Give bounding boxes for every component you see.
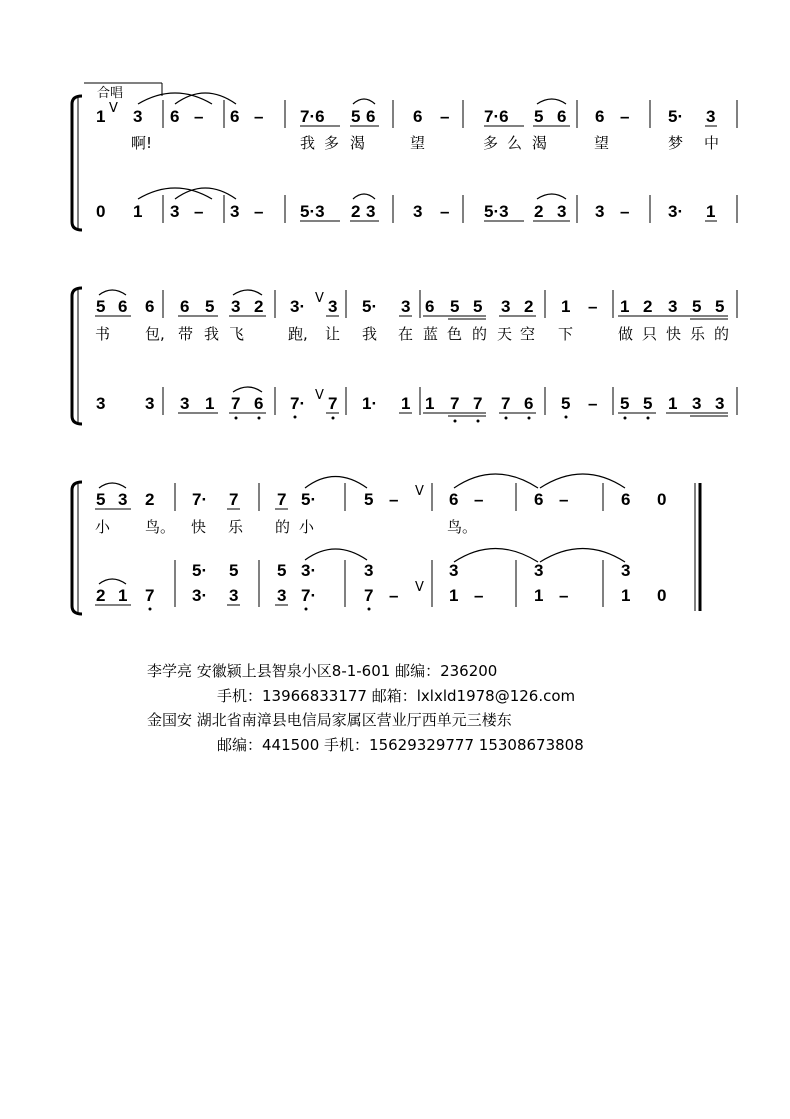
- note: 1: [96, 107, 106, 126]
- lyric: 包,: [145, 325, 165, 343]
- note: 6: [534, 490, 544, 509]
- lyric: 鸟。: [447, 518, 478, 536]
- note: 7: [473, 394, 483, 413]
- note: 3: [230, 202, 240, 221]
- dash: –: [254, 202, 264, 221]
- note: 6: [449, 490, 459, 509]
- note: 3: [277, 586, 287, 605]
- note: 5: [205, 297, 215, 316]
- note: 3·: [192, 586, 208, 605]
- tie: [138, 93, 212, 104]
- tie: [175, 93, 236, 104]
- note: 5: [534, 107, 544, 126]
- lyric: 书: [95, 325, 111, 343]
- breath-mark: V: [415, 580, 424, 595]
- slur: [353, 194, 375, 199]
- note: 6: [254, 394, 264, 413]
- lyric: 我: [300, 134, 316, 152]
- slur: [353, 99, 375, 104]
- note: 6: [621, 490, 631, 509]
- slur: [99, 483, 126, 488]
- lyric: 的: [714, 325, 730, 343]
- note: 5: [620, 394, 630, 413]
- rest: 0: [657, 490, 667, 509]
- slur: [99, 290, 126, 295]
- note: 7·: [192, 490, 208, 509]
- note: 7: [328, 394, 338, 413]
- note: 1: [621, 586, 631, 605]
- lyric: 我: [204, 325, 220, 343]
- lyric: 中: [704, 134, 720, 152]
- note: 7: [364, 586, 374, 605]
- note: 5·3: [300, 202, 325, 221]
- lyric: 渴: [532, 134, 548, 152]
- slur: [233, 290, 262, 295]
- system-bracket: [72, 288, 82, 424]
- lyric: 快: [191, 518, 207, 536]
- note: 3: [692, 394, 702, 413]
- note: 2: [643, 297, 653, 316]
- lyric: 下: [558, 325, 574, 343]
- note: 1: [401, 394, 411, 413]
- note: 3: [706, 107, 716, 126]
- lyric: 飞: [229, 325, 245, 343]
- slur: [537, 99, 566, 104]
- note: 3: [668, 297, 678, 316]
- dash: –: [588, 297, 598, 316]
- note: 6: [180, 297, 190, 316]
- note: 6: [145, 297, 155, 316]
- dash: –: [620, 107, 630, 126]
- note: 5: [229, 561, 239, 580]
- contact-line-1: 李学亮 安徽颍上县智泉小区8-1-601 邮编：236200: [147, 662, 498, 680]
- note: 1: [133, 202, 143, 221]
- note: 7·6: [300, 107, 325, 126]
- tie: [454, 549, 538, 563]
- dash: –: [194, 107, 204, 126]
- system-bracket: [72, 482, 82, 614]
- note: 3: [401, 297, 411, 316]
- lyric: 望: [410, 134, 426, 152]
- tie: [175, 188, 236, 199]
- note: 3: [118, 490, 128, 509]
- lyric: 我: [362, 325, 378, 343]
- slur: [233, 387, 262, 392]
- lyric: 只: [642, 325, 658, 343]
- dash: –: [254, 107, 264, 126]
- lyric: 么: [507, 134, 523, 152]
- note: 3: [180, 394, 190, 413]
- note: 7·6: [484, 107, 509, 126]
- system-1: [72, 83, 737, 230]
- lyric: 快: [666, 325, 682, 343]
- lyric: 梦: [668, 134, 684, 152]
- note: 5: [351, 107, 361, 126]
- note: 6: [557, 107, 567, 126]
- note: 3: [145, 394, 155, 413]
- note: 5: [277, 561, 287, 580]
- note: 1: [668, 394, 678, 413]
- note: 7: [450, 394, 460, 413]
- note: 3: [328, 297, 338, 316]
- note: 7: [501, 394, 511, 413]
- tie: [540, 549, 625, 563]
- dash: –: [559, 586, 569, 605]
- note: 3: [366, 202, 376, 221]
- note: 5·3: [484, 202, 509, 221]
- lyric: 多: [483, 134, 499, 152]
- tie: [305, 549, 367, 560]
- lyric: 小: [95, 518, 111, 536]
- note: 6: [595, 107, 605, 126]
- lyric: 空: [520, 325, 536, 343]
- note: 3: [534, 561, 544, 580]
- note: 6: [366, 107, 376, 126]
- note: 5: [364, 490, 374, 509]
- note: 3: [231, 297, 241, 316]
- breath-mark: V: [315, 388, 324, 403]
- slur: [99, 579, 126, 584]
- note: 3: [595, 202, 605, 221]
- tie: [138, 188, 212, 199]
- note: 7: [145, 586, 155, 605]
- note: 3·: [290, 297, 306, 316]
- note: 6: [524, 394, 534, 413]
- note: 6: [413, 107, 423, 126]
- note: 7: [229, 490, 239, 509]
- note: 3: [715, 394, 725, 413]
- dash: –: [474, 586, 484, 605]
- lyric: 鸟。: [145, 518, 176, 536]
- note: 5: [715, 297, 725, 316]
- lyric: 小: [299, 518, 315, 536]
- note: 5: [96, 490, 106, 509]
- note: 2: [145, 490, 155, 509]
- note: 5·: [668, 107, 684, 126]
- note: 1: [449, 586, 459, 605]
- note: 2: [524, 297, 534, 316]
- contact-line-2: 手机：13966833177 邮箱：lxlxld1978@126.com: [217, 687, 576, 705]
- dash: –: [440, 107, 450, 126]
- contact-line-4: 邮编：441500 手机：15629329777 15308673808: [217, 736, 584, 754]
- note: 7·: [290, 394, 306, 413]
- note: 3: [364, 561, 374, 580]
- rest: 0: [657, 586, 667, 605]
- note: 3: [449, 561, 459, 580]
- note: 1: [534, 586, 544, 605]
- lyric: 望: [594, 134, 610, 152]
- note: 6: [170, 107, 180, 126]
- note: 2: [96, 586, 106, 605]
- dash: –: [389, 586, 399, 605]
- note: 1: [706, 202, 716, 221]
- note: 6: [230, 107, 240, 126]
- note: 5: [643, 394, 653, 413]
- note: 1: [561, 297, 571, 316]
- lyric: 色: [447, 325, 463, 343]
- breath-mark: V: [415, 484, 424, 499]
- note: 6: [425, 297, 435, 316]
- note: 3: [170, 202, 180, 221]
- lyric: 跑,: [288, 325, 308, 343]
- dash: –: [194, 202, 204, 221]
- note: 3·: [301, 561, 317, 580]
- note: 1: [205, 394, 215, 413]
- note: 1: [425, 394, 435, 413]
- breath-mark: V: [315, 291, 324, 306]
- note: 5: [561, 394, 571, 413]
- lyric: 做: [618, 325, 634, 343]
- dash: –: [389, 490, 399, 509]
- note: 1·: [362, 394, 378, 413]
- breath-mark: V: [109, 101, 118, 116]
- note: 0: [96, 202, 106, 221]
- note: 5: [96, 297, 106, 316]
- lyric: 渴: [350, 134, 366, 152]
- note: 5·: [301, 490, 317, 509]
- tie: [454, 474, 538, 488]
- note: 3: [621, 561, 631, 580]
- contact-line-3: 金国安 湖北省南漳县电信局家属区营业厅西单元三楼东: [147, 711, 512, 729]
- lyric: 带: [178, 325, 194, 343]
- note: 2: [534, 202, 544, 221]
- note: 5: [473, 297, 483, 316]
- note: 3: [133, 107, 143, 126]
- note: 2: [254, 297, 264, 316]
- note: 7·: [301, 586, 317, 605]
- note: 5: [692, 297, 702, 316]
- section-label: 合唱: [97, 86, 124, 101]
- note: 1: [620, 297, 630, 316]
- system-2: [72, 288, 737, 424]
- dash: –: [559, 490, 569, 509]
- lyric: 啊!: [131, 134, 153, 152]
- dash: –: [474, 490, 484, 509]
- note: 2: [351, 202, 361, 221]
- note: 7: [277, 490, 287, 509]
- lyric: 蓝: [423, 325, 439, 343]
- note: 1: [118, 586, 128, 605]
- system-bracket: [72, 96, 82, 230]
- note: 5: [450, 297, 460, 316]
- lyric: 乐: [690, 325, 706, 343]
- slur: [537, 194, 566, 199]
- lyric: 的: [275, 518, 291, 536]
- note: 6: [118, 297, 128, 316]
- note: 3: [229, 586, 239, 605]
- lyric: 乐: [228, 518, 244, 536]
- note: 5·: [192, 561, 208, 580]
- dash: –: [620, 202, 630, 221]
- lyric: 的: [472, 325, 488, 343]
- tie: [305, 477, 367, 489]
- lyric: 在: [398, 325, 414, 343]
- note: 3: [501, 297, 511, 316]
- tie: [540, 474, 625, 488]
- note: 5·: [362, 297, 378, 316]
- note: 3: [413, 202, 423, 221]
- dash: –: [588, 394, 598, 413]
- note: 3: [557, 202, 567, 221]
- lyric: 让: [325, 325, 341, 343]
- note: 7: [231, 394, 241, 413]
- lyric: 多: [324, 134, 340, 152]
- note: 3·: [668, 202, 684, 221]
- note: 3: [96, 394, 106, 413]
- system-3: [72, 474, 700, 614]
- lyric: 天: [497, 325, 513, 343]
- dash: –: [440, 202, 450, 221]
